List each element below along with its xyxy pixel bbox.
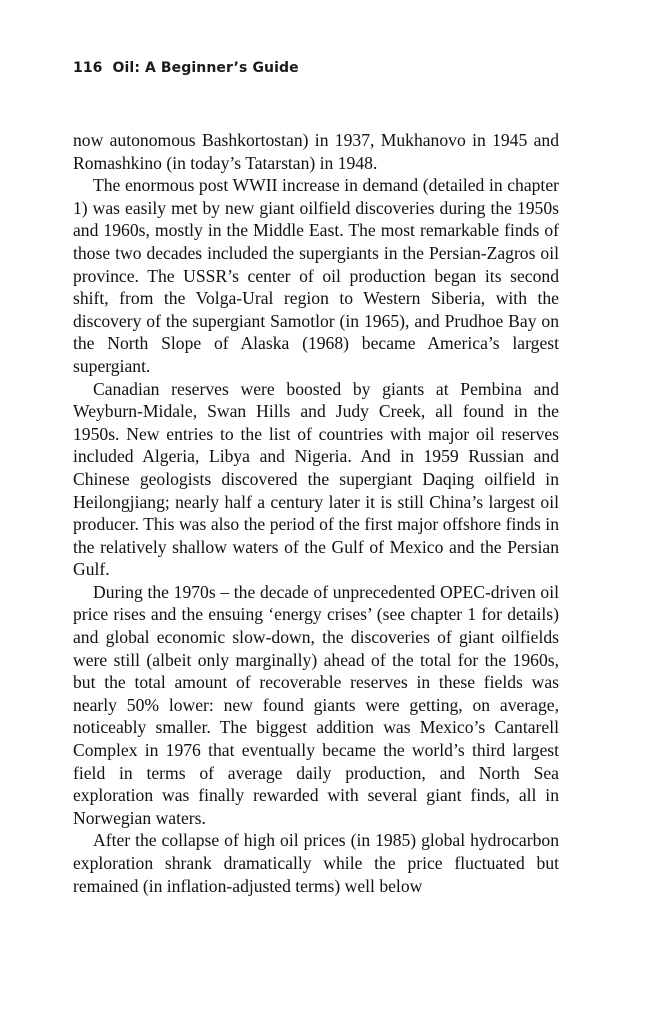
paragraph-1970s: During the 1970s – the decade of unprecedented OPEC-driven oil price rises and the ensuing ‘energy crises’ (see chapter 1 for details) and global economic slow-down, the discoveries of giant oilfields were still (albeit only marginally) ahead of the total for the 1960s, but the total amount of recoverable reserves in these fields was nearly 50% lower: new found giants were getting, on average, noticeably smaller. The biggest addition was Mexico’s Cantarell Complex in 1976 that eventually became the world’s third largest field in terms of average daily production, and North Sea exploration was finally rewarded with several giant finds, all in Norwegian waters.: [73, 581, 559, 828]
paragraph-canadian-reserves: Canadian reserves were boosted by giants at Pembina and Weyburn-Midale, Swan Hills and Judy Creek, all found in the 1950s. New entries to the list of countries with major oil reserves included Algeria, Libya and Nigeria. And in 1959 Russian and Chinese geologists discovered the supergiant Daqing oilfield in Heilongjiang; nearly half a century later it is still China’s largest oil producer. This was also the period of the first major offshore finds in the relatively shallow waters of the Gulf of Mexico and the Persian Gulf.: [73, 378, 559, 580]
book-title: Oil: A Beginner’s Guide: [112, 60, 299, 76]
paragraph-after-1985: After the collapse of high oil prices (in 1985) global hydrocarbon exploration shrank dramatically while the price fluctuated but remained (in inflation-adjusted terms) well below: [73, 830, 559, 896]
paragraph-continuation: now autonomous Bashkortostan) in 1937, Mukhanovo in 1945 and Romashkino (in today’s Tatarstan) in 1948.: [73, 130, 559, 173]
paragraph-postwar-discoveries: The enormous post WWII increase in demand (detailed in chapter 1) was easily met by new giant oilfield discoveries during the 1950s and 1960s, mostly in the Middle East. The most remarkable finds of those two decades included the supergiants in the Persian-Zagros oil province. The USSR’s center of oil production began its second shift, from the Volga-Ural region to Western Siberia, with the discovery of the supergiant Samotlor (in 1965), and Prudhoe Bay on the North Slope of Alaska (1968) became America’s largest supergiant.: [73, 175, 559, 376]
running-head: [73, 60, 299, 76]
page-number: 116: [73, 60, 103, 76]
body-text: [73, 129, 559, 897]
